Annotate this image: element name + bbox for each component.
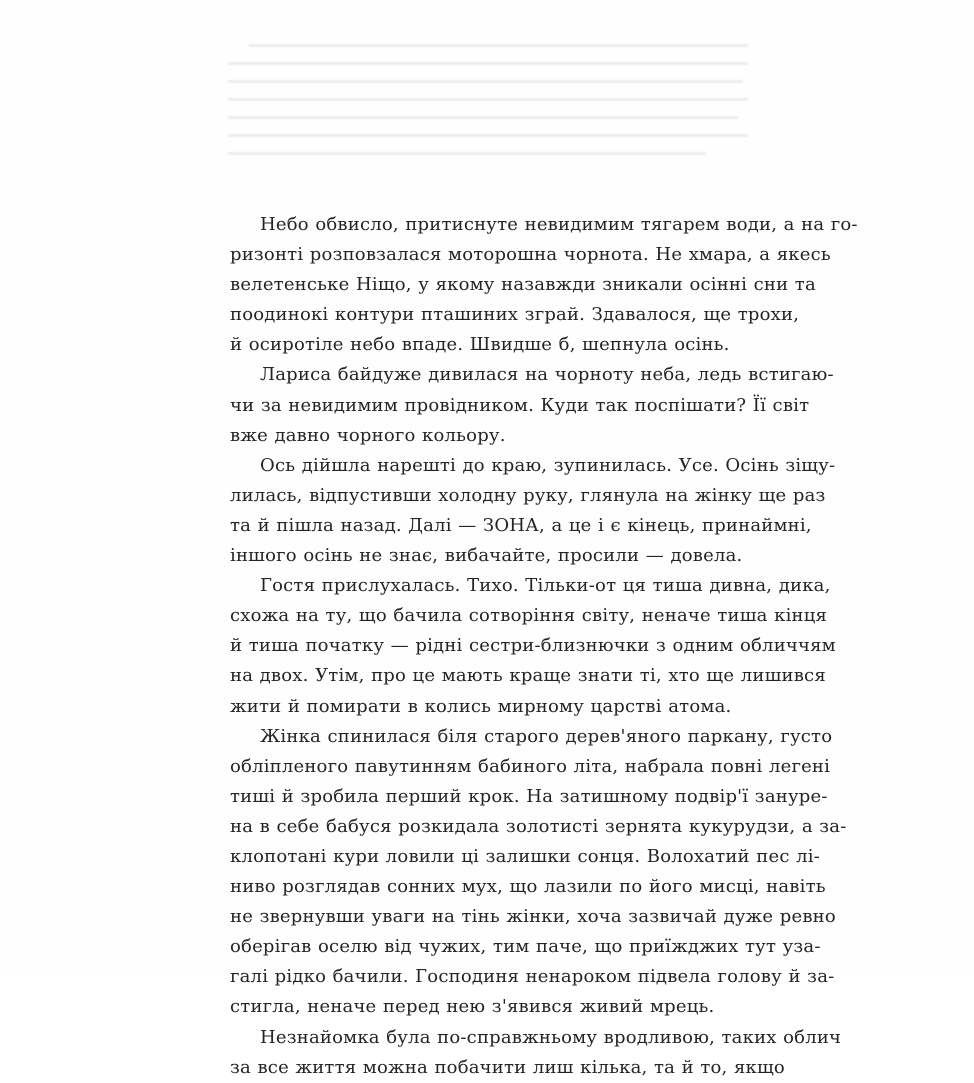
- text-line: чи за невидимим провідником. Куди так поспішати? Її світ: [230, 394, 810, 416]
- reverse-page-bleed-through: [228, 44, 748, 194]
- text-line: іншого осінь не знає, вибачайте, просили — довела.: [230, 545, 743, 567]
- text-line: вже давно чорного кольору.: [230, 424, 506, 446]
- text-line: й тиша початку — рідні сестри-близнючки з одним обличчям: [230, 635, 836, 657]
- paragraph: [230, 210, 858, 360]
- paragraph: [230, 722, 847, 1023]
- text-line: Жінка спинилася біля старого дерев'яного паркану, густо: [260, 725, 833, 747]
- text-line: на в себе бабуся розкидала золотисті зернята кукурудзи, а за-: [230, 815, 847, 837]
- text-line: й осиротіле небо впаде. Швидше б, шепнула осінь.: [230, 334, 730, 356]
- body-text: [230, 210, 858, 1083]
- text-line: клопотані кури ловили ці залишки сонця. Волохатий пес лі-: [230, 845, 821, 867]
- text-line: за все життя можна побачити лиш кілька, та й то, якщо: [230, 1056, 785, 1078]
- text-line: Гостя прислухалась. Тихо. Тільки-от ця тиша дивна, дика,: [260, 575, 831, 597]
- text-line: Незнайомка була по-справжньому вродливою, таких облич: [260, 1026, 842, 1048]
- text-line: Небо обвисло, притиснуте невидимим тягарем води, а на го-: [260, 214, 858, 235]
- text-line: стигла, неначе перед нею з'явився живий мрець.: [230, 996, 715, 1018]
- text-line: Лариса байдуже дивилася на чорноту неба, ледь встигаю-: [260, 364, 834, 386]
- text-line: обліпленого павутинням бабиного літа, набрала повні легені: [230, 755, 831, 777]
- text-line: ниво розглядав сонних мух, що лазили по його мисці, навіть: [230, 876, 826, 898]
- text-line: та й пішла назад. Далі — ЗОНА, а це і є кінець, принаймні,: [230, 514, 812, 536]
- text-line: велетенське Ніщо, у якому назавжди зникали осінні сни та: [230, 274, 816, 296]
- text-line: схожа на ту, що бачила сотворіння світу, неначе тиша кінця: [230, 605, 828, 627]
- text-line: Ось дійшла нарешті до краю, зупинилась. Усе. Осінь зіщу-: [260, 454, 836, 476]
- paragraph: [230, 451, 836, 571]
- text-line: лилась, відпустивши холодну руку, глянула на жінку ще раз: [230, 484, 826, 506]
- text-line: на двох. Утім, про це мають краще знати ті, хто ще лишився: [230, 665, 826, 687]
- text-line: ризонті розповзалася моторошна чорнота. Не хмара, а якесь: [230, 244, 831, 266]
- paragraph: [230, 571, 836, 721]
- paragraph: [230, 1023, 842, 1083]
- text-line: поодинокі контури пташиних зграй. Здавалося, ще трохи,: [230, 304, 800, 326]
- text-line: тиші й зробила перший крок. На затишному подвір'ї зануре-: [230, 785, 828, 807]
- text-line: жити й помирати в колись мирному царстві атома.: [230, 695, 732, 717]
- text-line: галі рідко бачили. Господиня ненароком підвела голову й за-: [230, 966, 835, 988]
- text-line: оберігав оселю від чужих, тим паче, що приїжджих тут уза-: [230, 936, 821, 958]
- paragraph: [230, 360, 834, 450]
- text-line: не звернувши уваги на тінь жінки, хоча зазвичай дуже ревно: [230, 906, 836, 928]
